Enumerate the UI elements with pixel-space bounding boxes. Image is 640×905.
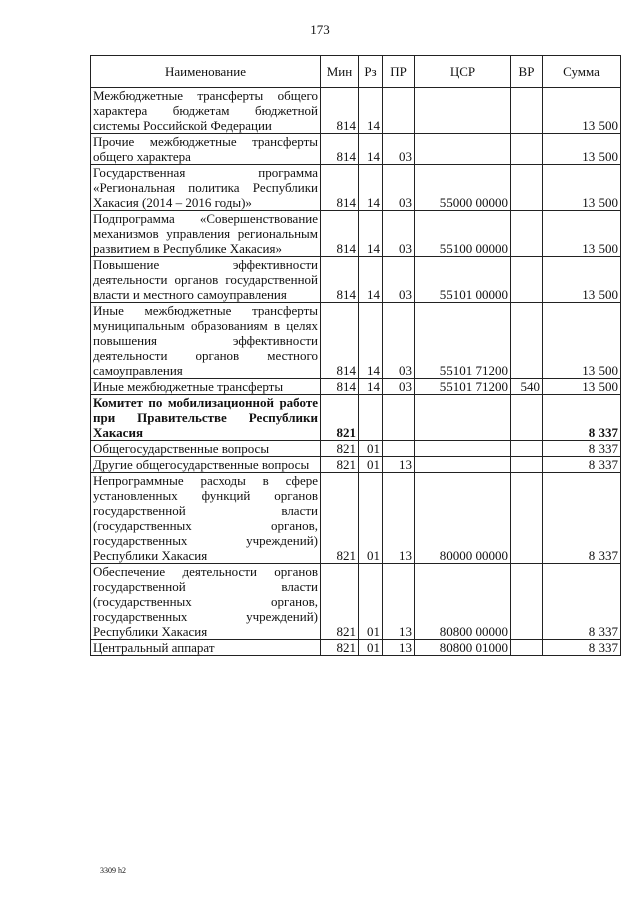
cell-sum: 13 500: [543, 165, 621, 211]
cell-name: Комитет по мобилизационной работе при Правительстве Республики Хакасия: [91, 395, 321, 441]
budget-table: [90, 55, 621, 656]
cell-sum: 13 500: [543, 379, 621, 395]
cell-min: 821: [321, 441, 359, 457]
table-row: [91, 134, 621, 165]
cell-rz: 01: [359, 441, 383, 457]
table-row: [91, 564, 621, 640]
cell-sum: 13 500: [543, 303, 621, 379]
cell-sum: 8 337: [543, 395, 621, 441]
table-row: [91, 211, 621, 257]
col-header-min: Мин: [321, 56, 359, 88]
cell-sum: 13 500: [543, 134, 621, 165]
cell-csr: 55101 71200: [415, 379, 511, 395]
cell-pr: 03: [383, 257, 415, 303]
cell-rz: 14: [359, 257, 383, 303]
cell-csr: 55101 71200: [415, 303, 511, 379]
cell-pr: 13: [383, 564, 415, 640]
cell-vr: [511, 134, 543, 165]
table-row: [91, 441, 621, 457]
cell-vr: [511, 457, 543, 473]
cell-sum: 13 500: [543, 211, 621, 257]
table-row: [91, 640, 621, 656]
cell-rz: 01: [359, 564, 383, 640]
cell-csr: [415, 134, 511, 165]
cell-csr: [415, 441, 511, 457]
cell-pr: 13: [383, 457, 415, 473]
cell-rz: 01: [359, 640, 383, 656]
cell-vr: [511, 165, 543, 211]
cell-min: 814: [321, 211, 359, 257]
cell-vr: [511, 303, 543, 379]
table-row: [91, 303, 621, 379]
cell-min: 814: [321, 379, 359, 395]
cell-sum: 13 500: [543, 257, 621, 303]
cell-vr: [511, 473, 543, 564]
cell-sum: 8 337: [543, 564, 621, 640]
table-row: [91, 457, 621, 473]
page-number: 173: [310, 22, 330, 37]
cell-rz: 14: [359, 88, 383, 134]
cell-pr: 03: [383, 303, 415, 379]
cell-name: Иные межбюджетные трансферты: [91, 379, 321, 395]
cell-csr: [415, 88, 511, 134]
cell-rz: 14: [359, 134, 383, 165]
cell-rz: [359, 395, 383, 441]
cell-sum: 8 337: [543, 473, 621, 564]
cell-vr: [511, 640, 543, 656]
cell-name: Повышение эффективности деятельности органов государственной власти и местного самоуправления: [91, 257, 321, 303]
cell-min: 814: [321, 165, 359, 211]
cell-rz: 14: [359, 165, 383, 211]
cell-pr: 03: [383, 134, 415, 165]
cell-pr: 03: [383, 379, 415, 395]
col-header-pr: ПР: [383, 56, 415, 88]
col-header-rz: Рз: [359, 56, 383, 88]
cell-pr: [383, 395, 415, 441]
cell-csr: 55100 00000: [415, 211, 511, 257]
cell-csr: 55000 00000: [415, 165, 511, 211]
cell-name: Иные межбюджетные трансферты муниципальным образованиям в целях повышения эффективности деятельности органов местного самоуправления: [91, 303, 321, 379]
table-row: [91, 379, 621, 395]
col-header-csr: ЦСР: [415, 56, 511, 88]
cell-rz: 14: [359, 211, 383, 257]
cell-csr: 55101 00000: [415, 257, 511, 303]
cell-csr: 80000 00000: [415, 473, 511, 564]
cell-vr: 540: [511, 379, 543, 395]
cell-name: Непрограммные расходы в сфере установленных функций органов государственной власти (государственных органов, государственных учреждений) Республики Хакасия: [91, 473, 321, 564]
cell-vr: [511, 564, 543, 640]
table-row: [91, 395, 621, 441]
cell-pr: 03: [383, 211, 415, 257]
cell-rz: 01: [359, 457, 383, 473]
table-row: [91, 257, 621, 303]
cell-name: Общегосударственные вопросы: [91, 441, 321, 457]
table-row: [91, 88, 621, 134]
cell-csr: 80800 01000: [415, 640, 511, 656]
col-header-vr: ВР: [511, 56, 543, 88]
cell-rz: 14: [359, 303, 383, 379]
col-header-name: Наименование: [91, 56, 321, 88]
cell-csr: [415, 395, 511, 441]
cell-vr: [511, 211, 543, 257]
cell-name: Центральный аппарат: [91, 640, 321, 656]
table-row: [91, 165, 621, 211]
cell-vr: [511, 395, 543, 441]
cell-csr: 80800 00000: [415, 564, 511, 640]
cell-pr: 13: [383, 473, 415, 564]
cell-sum: 8 337: [543, 441, 621, 457]
cell-pr: [383, 88, 415, 134]
cell-name: Государственная программа «Региональная политика Республики Хакасия (2014 – 2016 годы)»: [91, 165, 321, 211]
cell-min: 821: [321, 457, 359, 473]
cell-sum: 8 337: [543, 640, 621, 656]
cell-vr: [511, 88, 543, 134]
table-body: [91, 88, 621, 656]
cell-pr: 03: [383, 165, 415, 211]
cell-name: Другие общегосударственные вопросы: [91, 457, 321, 473]
cell-sum: 13 500: [543, 88, 621, 134]
cell-min: 814: [321, 88, 359, 134]
cell-min: 821: [321, 640, 359, 656]
cell-vr: [511, 257, 543, 303]
cell-min: 821: [321, 564, 359, 640]
cell-min: 814: [321, 303, 359, 379]
cell-name: Межбюджетные трансферты общего характера бюджетам бюджетной системы Российской Федерации: [91, 88, 321, 134]
cell-rz: 14: [359, 379, 383, 395]
cell-min: 821: [321, 395, 359, 441]
cell-csr: [415, 457, 511, 473]
cell-pr: [383, 441, 415, 457]
cell-name: Подпрограмма «Совершенствование механизмов управления региональным развитием в Республике Хакасия»: [91, 211, 321, 257]
cell-min: 814: [321, 257, 359, 303]
cell-vr: [511, 441, 543, 457]
cell-name: Обеспечение деятельности органов государственной власти (государственных органов, государственных учреждений) Республики Хакасия: [91, 564, 321, 640]
cell-name: Прочие межбюджетные трансферты общего характера: [91, 134, 321, 165]
cell-rz: 01: [359, 473, 383, 564]
cell-sum: 8 337: [543, 457, 621, 473]
col-header-sum: Сумма: [543, 56, 621, 88]
table-header-row: [91, 56, 621, 88]
footer-code: 3309 h2: [100, 866, 126, 875]
cell-pr: 13: [383, 640, 415, 656]
cell-min: 814: [321, 134, 359, 165]
cell-min: 821: [321, 473, 359, 564]
table-row: [91, 473, 621, 564]
